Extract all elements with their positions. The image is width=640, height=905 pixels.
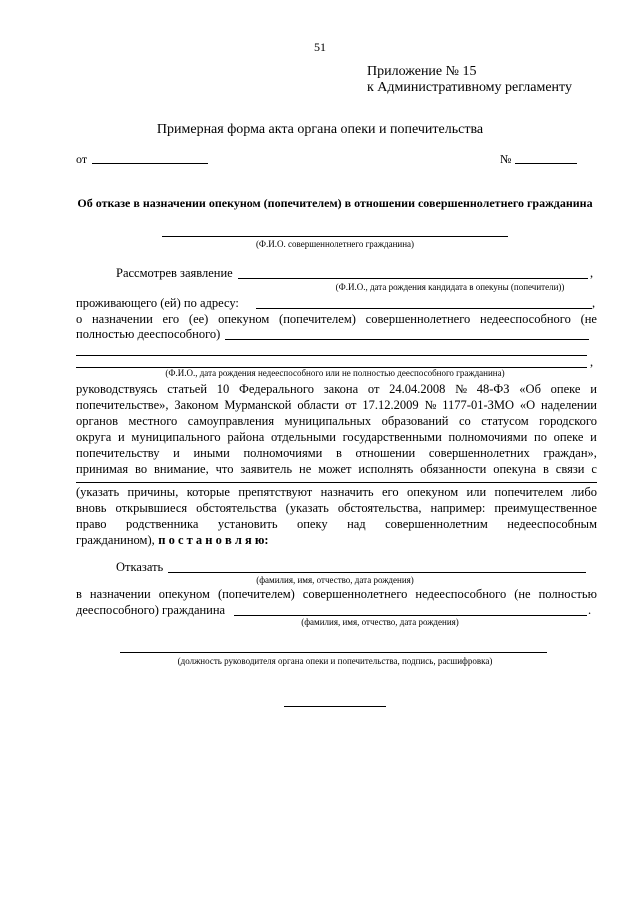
reasons-paragraph [76,484,597,548]
reason-field [76,474,597,483]
legal-line-6: принимая во внимание, что заявитель не может исполнять обязанности опекуна в связи с [76,462,597,476]
number-label: № [500,152,512,166]
closing-separator [284,700,386,707]
residing-label: проживающего (ей) по адресу: [76,296,239,310]
citizen-field-2 [234,603,587,616]
legal-line-5: попечительству и иными полномочиями в отношении совершеннолетних граждан», [76,446,597,460]
ward-field-1 [225,327,589,340]
caption-candidate: (Ф.И.О., дата рождения кандидата в опекуны (попечители)) [335,282,565,292]
appendix-regulation: к Административному регламенту [367,80,572,95]
appointment-line-2: полностью дееспособного) [76,327,221,341]
reasons-line-2: вновь открывшиеся обстоятельства (указать обстоятельства, например: преимущественное [76,501,597,515]
appointment-paragraph [76,311,597,327]
reasons-line-4: гражданином), п о с т а н о в л я ю: [76,533,269,547]
legal-basis-paragraph [76,381,597,477]
appointing-paragraph [76,586,597,602]
comma-1: , [590,266,594,280]
date-field [92,152,208,164]
caption-signature: (должность руководителя органа опеки и попечительства, подпись, расшифровка) [177,656,493,666]
legal-line-1: руководствуясь статьей 10 Федерального закона от 24.04.2008 № 48-ФЗ «Об опеке и [76,382,597,396]
applicant-field [238,266,588,279]
appointing-line-1: в назначении опекуном (попечителем) совершеннолетнего недееспособного (не полностью [76,587,597,601]
number-field [515,152,577,164]
appendix-reference [367,64,572,96]
ward-field-3 [76,359,587,368]
caption-fio-2: (фамилия, имя, отчество, дата рождения) [301,617,459,627]
comma-3: , [590,355,594,369]
form-title: Примерная форма акта органа опеки и попечительства [156,122,484,137]
reasons-line-1: (указать причины, которые препятствуют назначить его опекуном или попечителем либо [76,485,597,499]
legal-line-3: органов местного самоуправления муниципальных образований со статусом городского [76,414,597,428]
caption-fio-1: (фамилия, имя, отчество, дата рождения) [256,575,414,585]
document-heading: Об отказе в назначении опекуном (попечителем) в отношении совершеннолетнего гражданина [77,196,593,210]
refused-person-field [168,560,586,573]
appointing-line-2: дееспособного) гражданина [76,603,226,617]
caption-citizen: (Ф.И.О. совершеннолетнего гражданина) [255,239,415,249]
appendix-number: Приложение № 15 [367,64,477,79]
reasons-line-3: право родственника установить опеку над совершеннолетним недееспособным [76,517,597,531]
signature-field [120,644,547,653]
appointment-line-1: о назначении его (ее) опекуном (попечителем) совершеннолетнего недееспособного (не [76,312,597,326]
decree-word: п о с т а н о в л я ю: [158,533,269,547]
citizen-name-field [162,226,508,237]
page-number: 51 [314,40,326,54]
refuse-label: Отказать [116,560,164,574]
period-1: . [588,603,592,617]
from-label: от [76,152,88,166]
legal-line-4: округа и муниципального района отдельными государственными полномочиями по опеке и [76,430,597,444]
caption-incapable: (Ф.И.О., дата рождения недееспособного или не полностью дееспособного гражданина) [165,368,505,378]
considered-label: Рассмотрев заявление [116,266,233,280]
legal-line-2: попечительстве», Законом Мурманской области от 17.12.2009 № 1177-01-ЗМО «О наделении [76,398,597,412]
address-field [256,296,592,309]
ward-field-2 [76,345,587,356]
comma-2: , [592,296,596,310]
